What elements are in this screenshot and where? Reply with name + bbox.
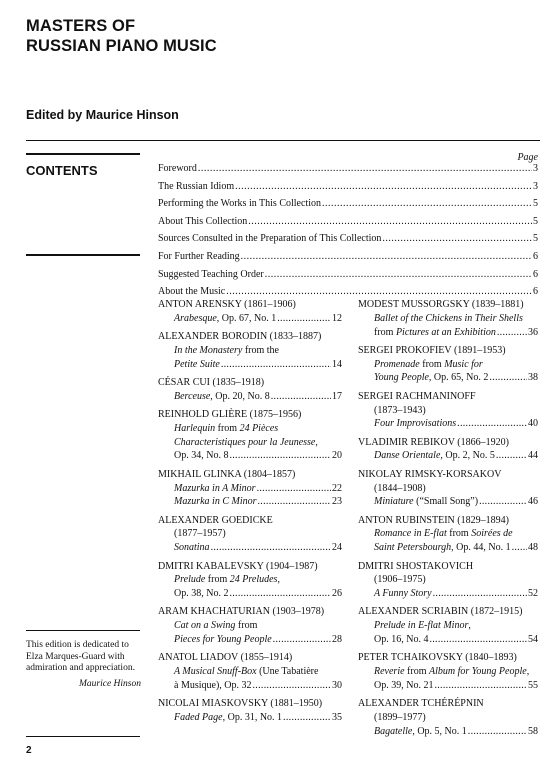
work-page-number: 24: [332, 542, 342, 554]
work-title: Prelude: [174, 574, 206, 586]
composer-entry: [158, 605, 342, 646]
composer-entry: [158, 560, 342, 601]
work-title: Characteristiques pour la Jeunesse: [174, 436, 316, 448]
work-listing: [158, 573, 342, 601]
work-title: Bagatelle: [374, 725, 413, 737]
work-listing: [358, 449, 538, 463]
work-title: Danse Orientale: [374, 450, 441, 462]
work-line-text: [174, 711, 282, 725]
work-line-with-page: [374, 417, 538, 431]
composer-entry: [358, 514, 538, 555]
work-text: , Op. 2, No. 5: [440, 450, 495, 462]
dot-leader: [265, 269, 532, 280]
toc-entry-page: 6: [533, 286, 538, 298]
work-text: Op. 16, No. 4: [374, 634, 429, 646]
work-line-text: [374, 371, 488, 385]
work-line: [174, 436, 342, 450]
work-text: Op. 39, No. 21: [374, 679, 434, 691]
dot-leader: [512, 541, 527, 555]
work-text: from: [235, 620, 258, 632]
work-line-text: [174, 679, 252, 693]
toc-entry-label: Performing the Works in This Collection: [158, 198, 321, 210]
composer-entry: [358, 560, 538, 601]
toc-entry-label: For Further Reading: [158, 250, 240, 262]
work-text: , Op. 67, No. 1: [216, 312, 277, 324]
dot-leader: [241, 251, 532, 262]
toc-entry-label: Suggested Teaching Order: [158, 268, 264, 280]
work-line-text: [174, 358, 220, 372]
composer-name: MODEST MUSSORGSKY (1839–1881): [358, 299, 524, 310]
work-line-with-page: [374, 449, 538, 463]
work-line-with-page: [174, 633, 342, 647]
toc-entry-label: About This Collection: [158, 215, 248, 227]
toc-entry-page: 5: [533, 233, 538, 245]
work-text: , Op. 5, No. 1: [412, 725, 467, 737]
toc-entry-page: 6: [533, 268, 538, 280]
composer-name: DMITRI KABALEVSKY (1904–1987): [158, 560, 318, 572]
dot-leader: [489, 371, 527, 385]
work-page-number: 20: [332, 450, 342, 462]
work-line-with-page: [174, 679, 342, 693]
work-page-number: 35: [332, 712, 342, 724]
work-line-text: [174, 312, 276, 326]
composer-entry: [358, 344, 538, 385]
dot-leader: [235, 181, 532, 192]
work-line: [174, 619, 342, 633]
divider-left-bottom: [26, 736, 140, 737]
composer-entry: [358, 697, 538, 738]
toc-entry-label: Sources Consulted in the Preparation of This Collection: [158, 233, 382, 245]
work-line-text: [174, 482, 256, 496]
composer-entry: [358, 605, 538, 646]
work-text: , Op. 44, No. 1: [451, 542, 511, 554]
work-line-text: [374, 449, 495, 463]
work-line-text: [374, 326, 496, 340]
work-page-number: 46: [528, 496, 538, 508]
work-listing: [158, 711, 342, 725]
work-line-with-page: [174, 495, 342, 509]
dot-leader: [229, 449, 331, 463]
toc-entry: [158, 198, 538, 216]
work-text: from: [215, 422, 240, 434]
work-line-with-page: [374, 679, 538, 693]
work-text: from: [205, 574, 230, 586]
work-title: Promenade: [374, 358, 420, 370]
work-line-text: [374, 633, 428, 647]
toc-entry: [158, 269, 538, 287]
work-line: [374, 312, 538, 326]
work-title: Soirées de: [471, 528, 513, 540]
composer-list-left: [158, 298, 342, 729]
composer-name: NICOLAI MIASKOVSKY (1881–1950): [158, 698, 323, 710]
work-line: [174, 422, 342, 436]
dot-leader: [271, 390, 331, 404]
work-line: [374, 665, 538, 679]
work-title: Harlequin: [174, 422, 216, 434]
work-line-with-page: [374, 633, 538, 647]
work-text: à Musique), Op. 32: [174, 679, 252, 691]
work-listing: [358, 587, 538, 601]
work-line: [374, 358, 538, 372]
dot-leader: [429, 633, 527, 647]
composer-name: MIKHAIL GLINKA (1804–1857): [158, 468, 296, 480]
composer-entry: [158, 468, 342, 509]
work-page-number: 17: [332, 390, 342, 402]
composer-name: DMITRI SHOSTAKOVICH: [358, 560, 474, 572]
work-text: Op. 38, No. 2: [174, 588, 229, 600]
composer-dates: (1877–1957): [174, 528, 226, 540]
work-listing: [158, 619, 342, 647]
work-line-with-page: [174, 449, 342, 463]
work-page-number: 48: [528, 542, 538, 554]
work-text: (“Small Song”): [413, 496, 479, 508]
work-line-text: [174, 449, 228, 463]
work-listing: [358, 619, 538, 647]
work-line-text: [374, 679, 433, 693]
composer-entry: [158, 376, 342, 404]
work-text: , Op. 65, No. 2: [428, 372, 489, 384]
work-listing: [358, 417, 538, 431]
work-text: , Op. 20, No. 8: [210, 390, 270, 402]
work-text: from: [446, 528, 472, 540]
work-text: Op. 34, No. 8: [174, 450, 229, 462]
work-line-text: [374, 495, 478, 509]
toc-entry-page: 5: [533, 198, 538, 210]
composer-entry: [158, 330, 342, 371]
work-listing: [158, 422, 342, 463]
work-title: Four Improvisations: [374, 418, 457, 430]
toc-entry-page: 3: [533, 163, 538, 174]
composer-name: SERGEI RACHMANINOFF: [358, 390, 476, 402]
work-title: Miniature: [374, 496, 414, 508]
work-line-text: [174, 495, 257, 509]
work-text: from the: [242, 344, 279, 356]
work-listing: [358, 358, 538, 386]
work-text: ,: [468, 620, 471, 632]
book-title-line-1: MASTERS OF: [26, 17, 136, 35]
composer-dates: (1873–1943): [374, 404, 426, 416]
work-title: Ballet of the Chickens in Their Shells: [374, 312, 523, 324]
composer-name: REINHOLD GLIÈRE (1875–1956): [158, 409, 302, 421]
dot-leader: [273, 633, 331, 647]
work-page-number: 30: [332, 679, 342, 691]
dot-leader: [468, 725, 527, 739]
work-listing: [358, 312, 538, 340]
composer-entry: [358, 651, 538, 692]
composer-entry: [158, 651, 342, 692]
work-line-text: [374, 541, 511, 555]
contents-heading: CONTENTS: [26, 163, 98, 178]
work-text: from: [404, 666, 429, 678]
composer-name: ANTON RUBINSTEIN (1829–1894): [358, 514, 509, 526]
work-title: A Funny Story: [374, 588, 432, 600]
composer-entry: [158, 514, 342, 555]
composer-name: CÉSAR CUI (1835–1918): [158, 376, 265, 388]
work-page-number: 23: [332, 496, 342, 508]
work-page-number: 36: [528, 326, 538, 338]
work-page-number: 28: [332, 634, 342, 646]
work-title: In the Monastery: [174, 344, 243, 356]
dedication-text: This edition is dedicated to Elza Marques-Guard with admiration and appreciation.: [26, 640, 135, 673]
dot-leader: [433, 587, 527, 601]
work-title: Mazurka in C Minor: [174, 496, 257, 508]
dot-leader: [257, 482, 331, 496]
work-title: Reverie: [374, 666, 405, 678]
work-title: Album for Young People: [429, 666, 527, 678]
work-line-with-page: [174, 711, 342, 725]
toc-entry: [158, 163, 538, 181]
work-listing: [158, 665, 342, 693]
toc-entry-page: 6: [533, 250, 538, 262]
page-number: 2: [26, 745, 32, 756]
dot-leader: [258, 495, 332, 509]
dot-leader: [434, 679, 527, 693]
work-page-number: 40: [528, 418, 538, 430]
work-page-number: 26: [332, 588, 342, 600]
work-page-number: 12: [332, 312, 342, 324]
book-title-line-2: RUSSIAN PIANO MUSIC: [26, 37, 217, 55]
work-title: 24 Preludes: [229, 574, 278, 586]
composer-name: ANATOL LIADOV (1855–1914): [158, 652, 293, 664]
work-title: Faded Page: [174, 712, 223, 724]
work-text: ,: [277, 574, 280, 586]
work-line-text: [174, 390, 270, 404]
composer-entry: [358, 298, 538, 339]
work-listing: [358, 495, 538, 509]
work-text: from: [374, 326, 396, 338]
work-listing: [158, 344, 342, 372]
dedication: [26, 640, 141, 690]
composer-name: SERGEI PROKOFIEV (1891–1953): [358, 344, 506, 356]
toc-entry: [158, 216, 538, 234]
toc-entry: [158, 251, 538, 269]
work-line: [174, 665, 342, 679]
work-listing: [158, 390, 342, 404]
work-listing: [358, 527, 538, 555]
work-text: , Op. 31, No. 1: [222, 712, 283, 724]
work-listing: [358, 725, 538, 739]
work-page-number: 58: [528, 725, 538, 737]
work-listing: [158, 541, 342, 555]
composer-entry: [358, 390, 538, 431]
work-line-with-page: [174, 390, 342, 404]
work-title: Young People: [374, 372, 429, 384]
composer-entry: [358, 468, 538, 509]
work-title: Berceuse: [174, 390, 211, 402]
work-text: ,: [315, 436, 318, 448]
work-title: A Musical Snuff-Box: [174, 666, 257, 678]
toc-entry: [158, 233, 538, 251]
work-title: Saint Petersbourgh: [374, 542, 452, 554]
dot-leader: [253, 679, 332, 693]
toc-entry-page: 5: [533, 215, 538, 227]
work-page-number: 14: [332, 358, 342, 370]
dot-leader: [497, 326, 527, 340]
work-title: Petite Suite: [174, 358, 220, 370]
divider-left-dedication: [26, 630, 140, 631]
work-title: Pieces for Young People: [174, 634, 272, 646]
work-line-with-page: [374, 371, 538, 385]
work-line-text: [374, 417, 456, 431]
work-text: (Une Tabatière: [256, 666, 319, 678]
dot-leader: [322, 198, 532, 209]
work-title: Romance in E-flat: [374, 528, 447, 540]
composer-dates: (1906–1975): [374, 574, 426, 586]
dot-leader: [198, 163, 532, 174]
work-line-text: [374, 587, 432, 601]
work-title: 24 Pièces: [239, 422, 279, 434]
work-title: Cat on a Swing: [174, 620, 236, 632]
work-line-text: [174, 633, 272, 647]
work-listing: [158, 482, 342, 510]
work-line-with-page: [374, 326, 538, 340]
dot-leader: [226, 286, 532, 297]
composer-entry: [158, 298, 342, 326]
divider-left-top: [26, 153, 140, 155]
dot-leader: [221, 358, 331, 372]
dot-leader: [283, 711, 331, 725]
work-title: Prelude in E-flat Minor: [374, 620, 469, 632]
work-title: Sonatina: [174, 542, 210, 554]
table-of-contents: [158, 163, 538, 304]
divider-left-mid: [26, 254, 140, 256]
composer-entry: [158, 697, 342, 725]
work-page-number: 44: [528, 450, 538, 462]
dot-leader: [277, 312, 331, 326]
work-line-with-page: [374, 541, 538, 555]
work-line-text: [174, 587, 228, 601]
composer-name: ANTON ARENSKY (1861–1906): [158, 299, 296, 310]
work-page-number: 55: [528, 679, 538, 691]
work-title: Music for: [444, 358, 483, 370]
composer-entry: [358, 436, 538, 464]
composer-list-right: [358, 298, 538, 743]
work-title: Arabesque: [174, 312, 217, 324]
dot-leader: [382, 233, 532, 244]
work-listing: [158, 312, 342, 326]
work-title: Pictures at an Exhibition: [395, 326, 496, 338]
composer-dates: (1899–1977): [374, 712, 426, 724]
toc-entry-label: Foreword: [158, 163, 197, 174]
composer-name: ARAM KHACHATURIAN (1903–1978): [158, 606, 325, 618]
toc-entry-page: 3: [533, 180, 538, 192]
composer-name: NIKOLAY RIMSKY-KORSAKOV: [358, 468, 502, 480]
work-listing: [358, 665, 538, 693]
composer-name: ALEXANDER BORODIN (1833–1887): [158, 331, 322, 343]
work-line-with-page: [374, 725, 538, 739]
toc-entry-label: About the Music: [158, 286, 226, 298]
work-text: ,: [526, 666, 530, 678]
work-line: [374, 619, 538, 633]
work-text: from: [419, 358, 445, 370]
composer-name: PETER TCHAIKOVSKY (1840–1893): [358, 652, 517, 664]
work-line-with-page: [374, 495, 538, 509]
work-page-number: 38: [528, 372, 538, 384]
book-title: [26, 16, 217, 56]
dot-leader: [211, 541, 331, 555]
dot-leader: [496, 449, 527, 463]
dot-leader: [479, 495, 527, 509]
work-line-text: [174, 541, 210, 555]
work-line: [374, 527, 538, 541]
dot-leader: [248, 216, 532, 227]
page-column-label: Page: [517, 152, 538, 163]
work-line-with-page: [174, 587, 342, 601]
composer-name: ALEXANDER GOEDICKE: [158, 514, 273, 526]
work-page-number: 22: [332, 482, 342, 494]
composer-entry: [158, 408, 342, 463]
work-line-with-page: [174, 312, 342, 326]
toc-entry-label: The Russian Idiom: [158, 180, 235, 192]
composer-name: ALEXANDER TCHÉRÉPNIN: [358, 698, 484, 710]
dot-leader: [457, 417, 527, 431]
work-line: [174, 573, 342, 587]
composer-name: ALEXANDER SCRIABIN (1872–1915): [358, 606, 523, 618]
work-page-number: 54: [528, 634, 538, 646]
work-line-text: [374, 725, 467, 739]
editor-credit: Edited by Maurice Hinson: [26, 108, 179, 122]
toc-entry: [158, 181, 538, 199]
work-title: Mazurka in A Minor: [174, 482, 256, 494]
composer-name: VLADIMIR REBIKOV (1866–1920): [358, 436, 509, 448]
work-line: [174, 344, 342, 358]
work-line-with-page: [174, 541, 342, 555]
work-line-with-page: [174, 358, 342, 372]
work-line-with-page: [174, 482, 342, 496]
dot-leader: [229, 587, 331, 601]
work-line-with-page: [374, 587, 538, 601]
composer-dates: (1844–1908): [374, 482, 426, 494]
divider-full: [26, 140, 540, 141]
dedication-signature: Maurice Hinson: [78, 678, 141, 689]
work-page-number: 52: [528, 588, 538, 600]
